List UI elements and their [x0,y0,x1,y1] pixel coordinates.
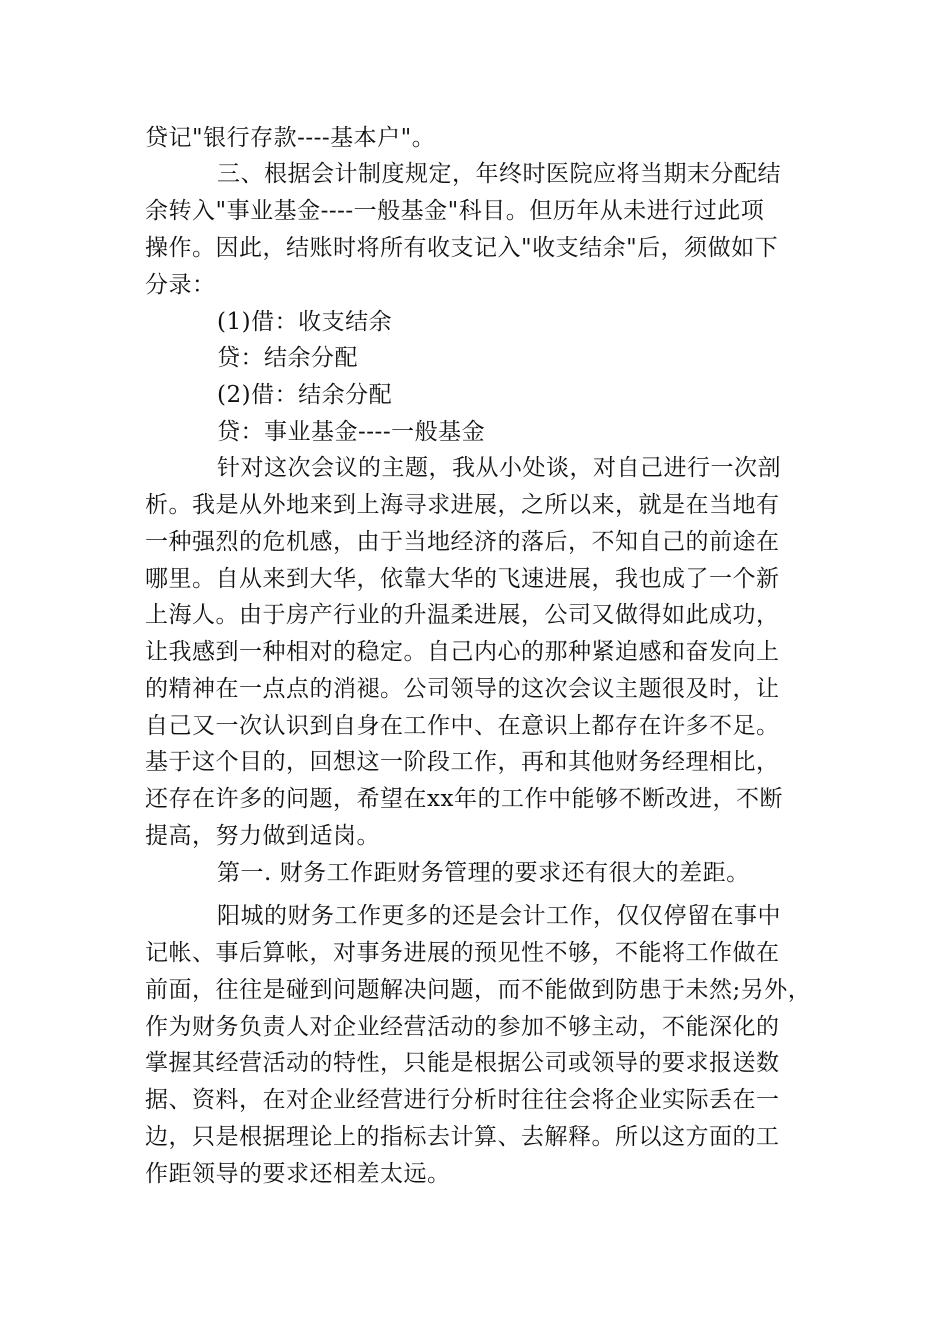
text-line: 三、根据会计制度规定，年终时医院应将当期末分配结 [217,161,781,187]
text-line: 操作。因此，结账时将所有收支记入"收支结余"后，须做如下 [145,235,779,261]
text-line: 针对这次会议的主题，我从小处谈，对自己进行一次剖 [217,455,781,481]
text-line: 前面，往往是碰到问题解决问题，而不能做到防患于未然;另外， [145,977,812,1003]
text-line: 上海人。由于房产行业的升温柔进展，公司又做得如此成功， [145,602,780,628]
text-line: 贷：事业基金----一般基金 [217,419,486,445]
text-line: 基于这个目的，回想这一阶段工作，再和其他财务经理相比， [145,749,780,775]
text-line: 哪里。自从来到大华，依靠大华的飞速进展，我也成了一个新 [145,566,780,592]
text-line: 的精神在一点点的消褪。公司领导的这次会议主题很及时，让 [145,676,780,702]
text-line: 还存在许多的问题，希望在xx年的工作中能够不断改进，不断 [145,786,783,812]
text-line: 边，只是根据理论上的指标去计算、去解释。所以这方面的工 [145,1124,780,1150]
text-line: 让我感到一种相对的稳定。自己内心的那种紧迫感和奋发向上 [145,639,780,665]
text-line: 作距领导的要求还相差太远。 [145,1161,451,1187]
text-line: (1)借：收支结余 [217,309,393,335]
text-line: 自己又一次认识到自身在工作中、在意识上都存在许多不足。 [145,713,780,739]
text-line: 提高，努力做到适岗。 [145,823,380,849]
text-line: 第一. 财务工作距财务管理的要求还有很大的差距。 [217,860,750,886]
text-line: 记帐、事后算帐，对事务进展的预见性不够，不能将工作做在 [145,940,780,966]
text-line: 一种强烈的危机感，由于当地经济的落后，不知自己的前途在 [145,529,780,555]
text-line: 作为财务负责人对企业经营活动的参加不够主动，不能深化的 [145,1014,780,1040]
text-line: 析。我是从外地来到上海寻求进展，之所以来，就是在当地有 [145,492,780,518]
text-line: 贷记"银行存款----基本户"。 [145,125,436,151]
text-line: 阳城的财务工作更多的还是会计工作，仅仅停留在事中 [217,903,781,929]
text-line: (2)借：结余分配 [217,382,393,408]
text-line: 分录： [145,272,216,298]
text-line: 余转入"事业基金----一般基金"科目。但历年从未进行过此项 [145,198,765,224]
text-line: 掌握其经营活动的特性，只能是根据公司或领导的要求报送数 [145,1050,780,1076]
text-line: 贷：结余分配 [217,345,358,371]
text-line: 据、资料，在对企业经营进行分析时往往会将企业实际丢在一 [145,1087,780,1113]
